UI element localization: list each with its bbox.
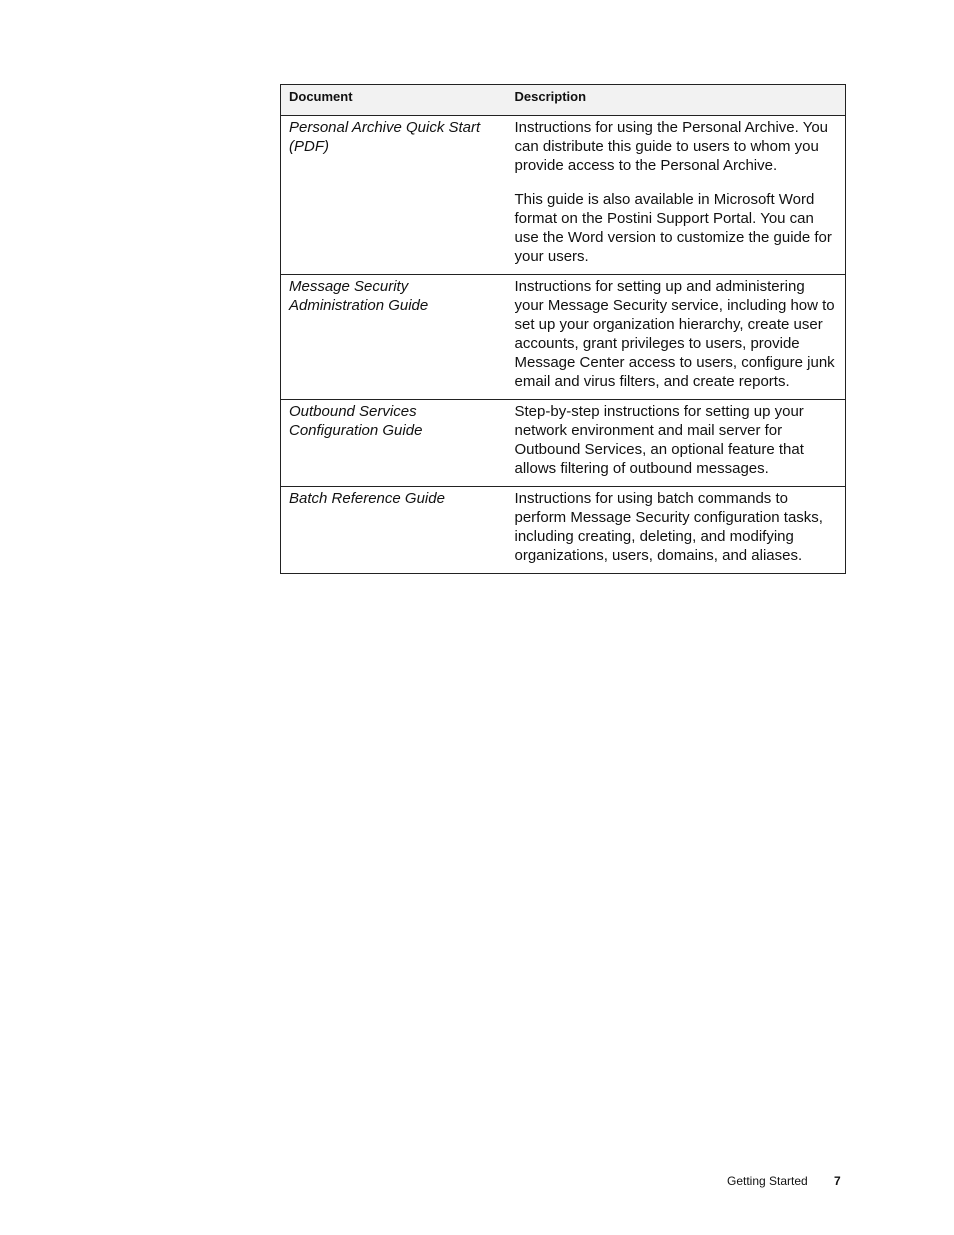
- document-title-cell: Message Security Administration Guide: [281, 275, 507, 400]
- description-paragraph: This guide is also available in Microsoft Word format on the Postini Support Portal. You can use the Word version to customize the guide for your users.: [514, 191, 832, 265]
- description-cell: [507, 116, 846, 275]
- documentation-table: [280, 84, 846, 574]
- table-row: [281, 116, 846, 275]
- description-paragraph: Step-by-step instructions for setting up your network environment and mail server for Outbound Services, an optional feature that allows filtering of outbound messages.: [514, 403, 804, 477]
- document-title-cell: Batch Reference Guide: [281, 487, 507, 574]
- column-header-description: Description: [507, 85, 846, 116]
- table-row: [281, 275, 846, 400]
- footer-section-title: Getting Started: [727, 1174, 808, 1188]
- table-header-row: [281, 85, 846, 116]
- column-header-document: Document: [281, 85, 507, 116]
- table-row: [281, 487, 846, 574]
- description-cell: [507, 275, 846, 400]
- document-title-cell: Outbound Services Configuration Guide: [281, 400, 507, 487]
- document-title-cell: Personal Archive Quick Start (PDF): [281, 116, 507, 275]
- table-row: [281, 400, 846, 487]
- description-paragraph: Instructions for using the Personal Archive. You can distribute this guide to users to whom you provide access to the Personal Archive.: [514, 119, 829, 174]
- description-cell: [507, 487, 846, 574]
- description-paragraph: Instructions for using batch commands to perform Message Security configuration tasks, including creating, deleting, and modifying organizations, users, domains, and aliases.: [514, 490, 823, 564]
- description-cell: [507, 400, 846, 487]
- description-paragraph: Instructions for setting up and administering your Message Security service, including how to set up your organization hierarchy, create user accounts, grant privileges to users, provide Message Center access to users, configure junk email and virus filters, and create reports.: [514, 278, 835, 390]
- page-number: 7: [834, 1174, 841, 1188]
